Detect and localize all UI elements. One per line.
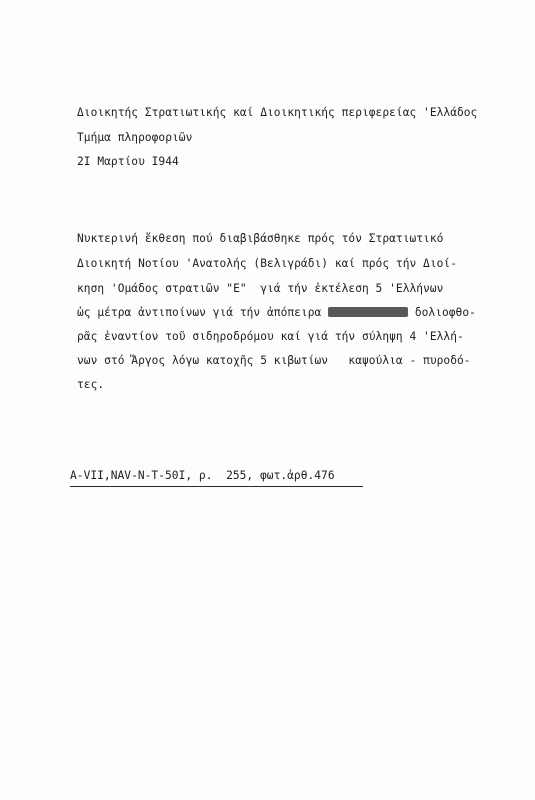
body-line-4-end: δολιοφθο-	[408, 306, 476, 319]
body-line-2: Διοικητή Νοτίου 'Ανατολής (Βελιγράδι) καί πρός τήν Διοί-	[77, 257, 457, 270]
body-line-5: ρᾶς ἐναντίον τοῦ σιδηροδρόμου καί γιά τήν σύληψη 4 'Ελλή-	[77, 330, 464, 343]
body-line-6: νων στό Ἄργος λόγω κατοχῆς 5 κιβωτίων καψούλια - πυροδό-	[77, 354, 471, 367]
body-line-3: κηση 'Ομάδος στρατιῶν "Ε" γιά τήν ἐκτέλεση 5 'Ελλήνων	[77, 282, 444, 295]
body-line-4-start: ὡς μέτρα ἀντιποίνων γιά τήν ἀπόπειρα	[77, 306, 329, 319]
redaction-mark	[328, 307, 408, 317]
header-department: Τμήμα πληροφοριῶν	[77, 131, 193, 144]
header-date: 2I Μαρτίου I944	[77, 155, 179, 168]
reference-underline	[70, 486, 363, 487]
header-authority: Διοικητής Στρατιωτικής καί Διοικητικής περιφερείας 'Ελλάδος	[77, 106, 478, 119]
body-line-4	[77, 306, 476, 320]
body-line-1: Νυκτερινή ἔκθεση πού διαβιβάσθηκε πρός τόν Στρατιωτικό	[77, 232, 444, 245]
archive-reference: A-VII,NAV-N-T-50I, ρ. 255, φωτ.ἀρθ.476	[70, 469, 335, 482]
body-line-7: τες.	[77, 378, 105, 391]
